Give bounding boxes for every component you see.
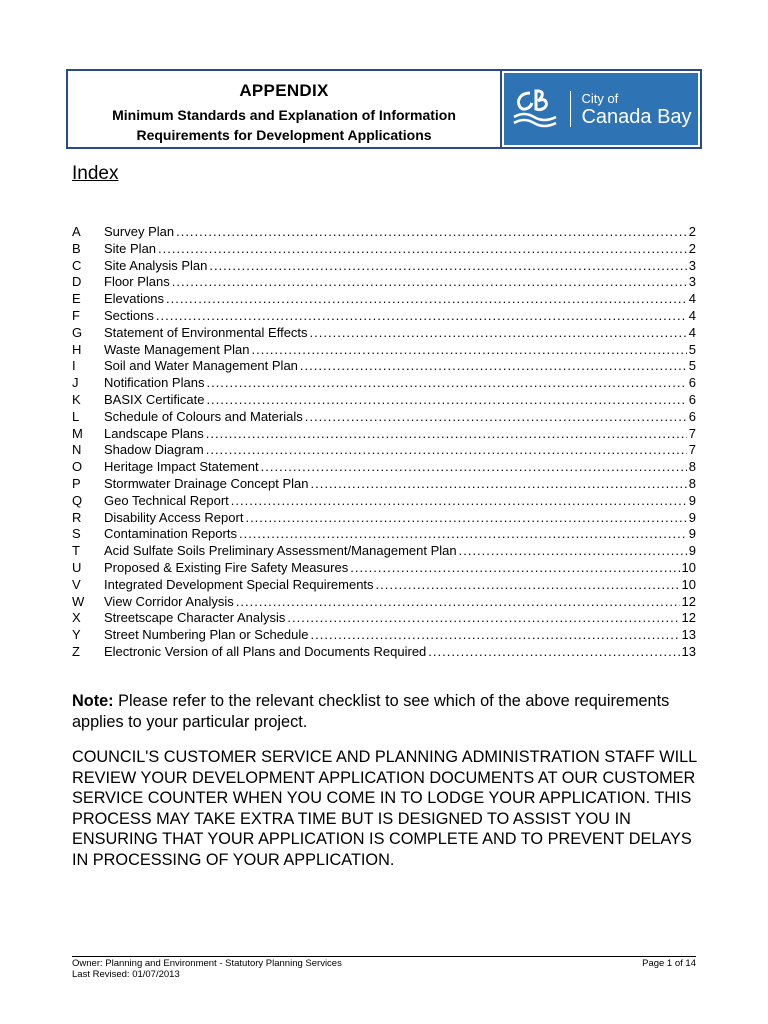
index-item-page: 10 [681, 576, 696, 592]
index-item-page: 6 [688, 375, 696, 391]
index-item-leader [231, 493, 687, 510]
index-item-page: 5 [688, 341, 696, 357]
index-item-page: 12 [681, 610, 696, 626]
index-item-title: Disability Access Report [104, 509, 244, 525]
index-item-letter: N [72, 442, 82, 458]
index-item-page: 2 [688, 224, 696, 239]
index-item-letter: V [72, 576, 81, 592]
note-text: Please refer to the relevant checklist to see which of the above requirements applies to your particular project. [72, 692, 670, 731]
index-item [72, 426, 696, 443]
logo-divider [570, 91, 571, 127]
city-of-canada-bay-logo-icon [510, 87, 560, 131]
index-item [72, 543, 696, 560]
index-item-letter: W [72, 593, 85, 609]
index-item-page: 3 [688, 257, 696, 273]
index-item-letter: L [72, 408, 80, 424]
index-item-page: 6 [688, 391, 696, 407]
index-item-title: Street Numbering Plan or Schedule [104, 627, 309, 643]
document-header [66, 69, 702, 149]
index-item-page: 4 [688, 291, 696, 307]
index-item-title: Acid Sulfate Soils Preliminary Assessment/Management Plan [104, 543, 457, 559]
index-item-page: 13 [681, 643, 696, 659]
index-item-leader [300, 358, 687, 375]
index-item-letter: U [72, 559, 82, 575]
index-item-page: 7 [688, 425, 696, 441]
index-item [72, 627, 696, 644]
index-item-letter: R [72, 509, 82, 525]
index-item-leader [206, 392, 686, 409]
index-item-leader [459, 543, 687, 560]
index-item-leader [236, 594, 680, 611]
index-item-title: Heritage Impact Statement [104, 459, 259, 475]
index-item [72, 392, 696, 409]
appendix-subtitle-line-1: Minimum Standards and Explanation of Information [112, 107, 456, 123]
index-item-leader [176, 224, 687, 241]
index-item [72, 308, 696, 325]
index-item-page: 7 [688, 442, 696, 458]
index-item-title: Stormwater Drainage Concept Plan [104, 475, 309, 491]
index-item-letter: Y [72, 627, 81, 643]
index-item-leader [305, 409, 687, 426]
index-item-page: 4 [688, 324, 696, 340]
index-item-leader [310, 325, 687, 342]
index-item [72, 342, 696, 359]
index-item-page: 2 [688, 240, 696, 256]
index-item-leader [245, 510, 686, 527]
index-item-page: 13 [681, 627, 696, 643]
index-item-title: Schedule of Colours and Materials [104, 408, 303, 424]
index-item-letter: C [72, 257, 82, 273]
index-item-letter: M [72, 425, 83, 441]
index-item [72, 442, 696, 459]
index-item-title: BASIX Certificate [104, 391, 205, 407]
index-item-leader [261, 459, 687, 476]
index-item [72, 526, 696, 543]
note-label: Note: [72, 692, 114, 710]
index-item-letter: F [72, 307, 80, 323]
index-item [72, 459, 696, 476]
index-list [72, 224, 696, 661]
index-item-leader [158, 241, 687, 258]
index-item [72, 258, 696, 275]
index-item-letter: I [72, 358, 76, 374]
appendix-subtitle-line-2: Requirements for Development Applications [136, 127, 432, 143]
index-item-title: Sections [104, 307, 154, 323]
index-item-leader [206, 426, 687, 443]
index-item-title: Notification Plans [104, 375, 205, 391]
index-item [72, 476, 696, 493]
index-item-title: Landscape Plans [104, 425, 204, 441]
index-item-title: Site Plan [104, 240, 157, 256]
index-item-leader [172, 274, 687, 291]
index-item [72, 274, 696, 291]
footer-page-number: Page 1 of 14 [642, 958, 696, 969]
index-item-letter: X [72, 610, 81, 626]
index-item-leader [206, 375, 686, 392]
index-item-letter: O [72, 459, 83, 475]
index-item-letter: Q [72, 492, 83, 508]
index-item-page: 10 [681, 559, 696, 575]
index-item-page: 4 [688, 307, 696, 323]
appendix-title: APPENDIX [239, 81, 329, 100]
index-item-page: 12 [681, 593, 696, 609]
index-item [72, 325, 696, 342]
index-item [72, 291, 696, 308]
index-item-leader [251, 342, 686, 359]
logo-canada-bay: Canada Bay [581, 105, 692, 128]
index-item-title: Site Analysis Plan [104, 257, 208, 273]
footer-last-revised: Last Revised: 01/07/2013 [72, 969, 180, 980]
index-item-leader [350, 560, 679, 577]
index-item-leader [287, 610, 679, 627]
header-title-block [68, 71, 502, 147]
index-item-title: Streetscape Character Analysis [104, 610, 286, 626]
index-item-letter: E [72, 291, 81, 307]
index-item-title: Elevations [104, 291, 164, 307]
index-item-page: 9 [688, 492, 696, 508]
index-item-leader [166, 291, 687, 308]
council-logo [504, 73, 698, 145]
index-item-title: Proposed & Existing Fire Safety Measures [104, 559, 349, 575]
index-item [72, 375, 696, 392]
index-item-letter: J [72, 375, 79, 391]
index-item [72, 493, 696, 510]
index-item [72, 610, 696, 627]
index-item-page: 8 [688, 475, 696, 491]
index-item [72, 644, 696, 661]
index-item-leader [239, 526, 687, 543]
index-item-letter: S [72, 526, 81, 542]
index-item [72, 241, 696, 258]
index-item-letter: A [72, 224, 81, 239]
index-item [72, 409, 696, 426]
index-item [72, 510, 696, 527]
index-item-letter: P [72, 475, 81, 491]
logo-wordmark [581, 92, 691, 127]
index-item-title: Geo Technical Report [104, 492, 229, 508]
index-item-title: Shadow Diagram [104, 442, 204, 458]
index-heading: Index [72, 163, 119, 184]
index-item-leader [311, 476, 687, 493]
index-item-letter: H [72, 341, 82, 357]
footer-info [72, 958, 342, 980]
index-item-page: 5 [688, 358, 696, 374]
index-item-letter: B [72, 240, 81, 256]
index-item-page: 9 [688, 509, 696, 525]
index-item-leader [376, 577, 680, 594]
index-item-title: Statement of Environmental Effects [104, 324, 308, 340]
footer-owner: Owner: Planning and Environment - Statutory Planning Services [72, 958, 342, 969]
index-item [72, 224, 696, 241]
index-item [72, 560, 696, 577]
index-item [72, 577, 696, 594]
footer-rule [72, 956, 696, 957]
logo-city-of: City of [581, 90, 619, 106]
index-item-title: Survey Plan [104, 224, 175, 239]
index-item-page: 9 [688, 526, 696, 542]
index-item-page: 8 [688, 459, 696, 475]
index-item-leader [206, 442, 687, 459]
index-item-title: Floor Plans [104, 274, 170, 290]
index-item-page: 9 [688, 543, 696, 559]
note-paragraph [72, 691, 692, 733]
index-item-letter: D [72, 274, 82, 290]
index-item-page: 3 [688, 274, 696, 290]
council-notice: COUNCIL'S CUSTOMER SERVICE AND PLANNING ADMINISTRATION STAFF WILL REVIEW YOUR DEVELOPMENT APPLICATION DOCUMENTS AT OUR CUSTOMER SERVICE COUNTER WHEN YOU COME IN TO LODGE YOUR APPLICATION. THIS PROCESS MAY TAKE EXTRA TIME BUT IS DESIGNED TO ASSIST YOU IN ENSURING THAT YOUR APPLICATION IS COMPLETE AND TO PREVENT DELAYS IN PROCESSING OF YOUR APPLICATION. [72, 748, 697, 869]
index-item-leader [428, 644, 679, 661]
index-item-title: Electronic Version of all Plans and Documents Required [104, 643, 427, 659]
index-item-leader [209, 258, 686, 275]
index-item-title: View Corridor Analysis [104, 593, 234, 609]
index-item-letter: G [72, 324, 83, 340]
index-item [72, 594, 696, 611]
index-item-letter: T [72, 543, 80, 559]
index-item-page: 6 [688, 408, 696, 424]
index-item-leader [311, 627, 680, 644]
index-item-leader [156, 308, 687, 325]
index-item-letter: K [72, 391, 81, 407]
index-item [72, 358, 696, 375]
index-item-title: Integrated Development Special Requirements [104, 576, 374, 592]
index-item-title: Waste Management Plan [104, 341, 250, 357]
index-item-title: Contamination Reports [104, 526, 237, 542]
index-item-letter: Z [72, 643, 80, 659]
index-item-title: Soil and Water Management Plan [104, 358, 298, 374]
